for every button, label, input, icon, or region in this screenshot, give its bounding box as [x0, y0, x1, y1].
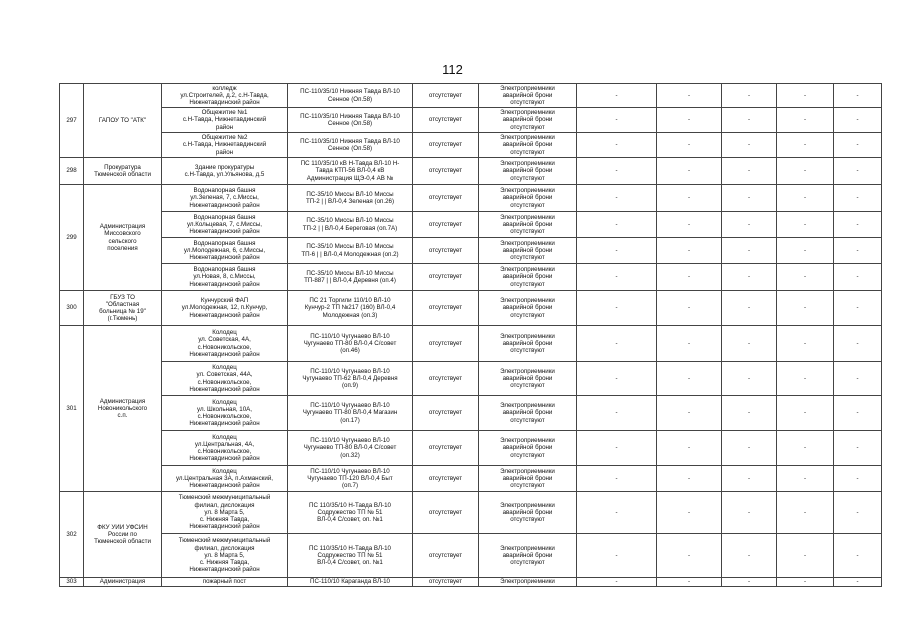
status-cell: отсутствует [413, 84, 479, 108]
organization-cell: Администрация [84, 578, 162, 587]
dash-cell: - [577, 158, 657, 185]
status-cell: отсутствует [413, 238, 479, 264]
dash-cell: - [577, 108, 657, 133]
dash-cell: - [657, 492, 722, 534]
dash-cell: - [577, 396, 657, 431]
document-table [59, 83, 882, 587]
dash-cell: - [777, 431, 834, 466]
object-cell: Кунчурский ФАП ул.Молодежная, 12, п.Кунчур, Нижнетавдинский район [162, 291, 288, 326]
dash-cell: - [777, 84, 834, 108]
page-number: 112 [442, 62, 463, 77]
dash-cell: - [834, 362, 882, 396]
status-cell: отсутствует [413, 158, 479, 185]
dash-cell: - [657, 108, 722, 133]
category-cell: Электроприемники аварийной брони отсутствуют [479, 492, 577, 534]
category-cell: Электроприемники аварийной брони отсутствуют [479, 185, 577, 212]
row-number-cell: 302 [60, 492, 84, 578]
dash-cell: - [722, 326, 777, 362]
object-cell: Общежитие №2 с.Н-Тавда, Нижнетавдинский район [162, 133, 288, 158]
feeder-cell: ПС-110/10 Чугунаево ВЛ-10 Чугунаево ТП-62 ВЛ-0,4 Деревня (оп.9) [288, 362, 413, 396]
dash-cell: - [577, 578, 657, 587]
feeder-cell: ПС-110/10 Чугунаево ВЛ-10 Чугунаево ТП-80 ВЛ-0,4 Магазин (оп.17) [288, 396, 413, 431]
dash-cell: - [657, 431, 722, 466]
feeder-cell: ПС 110/35/10 Н-Тавда ВЛ-10 Содружество ТП № 51 ВЛ-0,4 С/совет, оп. №1 [288, 534, 413, 578]
dash-cell: - [777, 396, 834, 431]
dash-cell: - [777, 362, 834, 396]
dash-cell: - [722, 158, 777, 185]
category-cell: Электроприемники аварийной брони отсутствуют [479, 466, 577, 492]
table-row [60, 326, 882, 362]
row-number-cell: 298 [60, 158, 84, 185]
table-row [60, 362, 882, 396]
dash-cell: - [834, 326, 882, 362]
feeder-cell: ПС-110/35/10 Нижняя Тавда ВЛ-10 Сенное (Оп.58) [288, 84, 413, 108]
organization-cell: Администрация Миссовского сельского поселения [84, 185, 162, 291]
dash-cell: - [834, 534, 882, 578]
dash-cell: - [657, 133, 722, 158]
dash-cell: - [834, 84, 882, 108]
status-cell: отсутствует [413, 108, 479, 133]
dash-cell: - [577, 291, 657, 326]
dash-cell: - [722, 133, 777, 158]
object-cell: Колодец ул.Центральная 3А, п.Ахманский, Нижнетавдинский район [162, 466, 288, 492]
category-cell: Электроприемники аварийной брони отсутствуют [479, 238, 577, 264]
dash-cell: - [657, 326, 722, 362]
dash-cell: - [577, 84, 657, 108]
dash-cell: - [722, 578, 777, 587]
dash-cell: - [722, 264, 777, 291]
dash-cell: - [657, 185, 722, 212]
table-row [60, 396, 882, 431]
dash-cell: - [657, 238, 722, 264]
dash-cell: - [577, 212, 657, 238]
dash-cell: - [722, 492, 777, 534]
dash-cell: - [834, 238, 882, 264]
dash-cell: - [722, 431, 777, 466]
dash-cell: - [657, 396, 722, 431]
organization-cell: ГБУЗ ТО "Областная больница № 19" (г.Тюмень) [84, 291, 162, 326]
dash-cell: - [657, 291, 722, 326]
object-cell: Здание прокуратуры с.Н-Тавда, ул.Ульянова, д.5 [162, 158, 288, 185]
dash-cell: - [577, 326, 657, 362]
dash-cell: - [577, 534, 657, 578]
dash-cell: - [834, 492, 882, 534]
status-cell: отсутствует [413, 291, 479, 326]
dash-cell: - [777, 466, 834, 492]
dash-cell: - [577, 133, 657, 158]
category-cell: Электроприемники аварийной брони отсутствуют [479, 264, 577, 291]
object-cell: Водонапорная башня ул.Зеленая, 7, с.Миссы, Нижнетавдинский район [162, 185, 288, 212]
status-cell: отсутствует [413, 212, 479, 238]
dash-cell: - [722, 534, 777, 578]
table-row [60, 578, 882, 587]
table-row [60, 108, 882, 133]
dash-cell: - [657, 534, 722, 578]
feeder-cell: ПС-110/35/10 Нижняя Тавда ВЛ-10 Сенное (Оп.58) [288, 108, 413, 133]
table-row [60, 466, 882, 492]
feeder-cell: ПС-35/10 Миссы ВЛ-10 Миссы ТП-2 | | ВЛ-0,4 Зеленая (оп.26) [288, 185, 413, 212]
category-cell: Электроприемники аварийной брони отсутствуют [479, 212, 577, 238]
dash-cell: - [657, 84, 722, 108]
table-row [60, 212, 882, 238]
category-cell: Электроприемники аварийной брони отсутствуют [479, 158, 577, 185]
dash-cell: - [722, 238, 777, 264]
dash-cell: - [834, 158, 882, 185]
dash-cell: - [577, 238, 657, 264]
dash-cell: - [577, 466, 657, 492]
category-cell: Электроприемники аварийной брони отсутствуют [479, 534, 577, 578]
feeder-cell: ПС-110/10 Чугунаево ВЛ-10 Чугунаево ТП-80 ВЛ-0,4 С/совет (оп.46) [288, 326, 413, 362]
object-cell: Общежитие №1 с.Н-Тавда, Нижнетавдинский район [162, 108, 288, 133]
row-number-cell: 297 [60, 84, 84, 158]
category-cell: Электроприемники [479, 578, 577, 587]
feeder-cell: ПС-110/10 Караганда ВЛ-10 [288, 578, 413, 587]
category-cell: Электроприемники аварийной брони отсутствуют [479, 362, 577, 396]
feeder-cell: ПС-35/10 Миссы ВЛ-10 Миссы ТП-2 | | ВЛ-0,4 Береговая (оп.7А) [288, 212, 413, 238]
status-cell: отсутствует [413, 492, 479, 534]
dash-cell: - [577, 431, 657, 466]
dash-cell: - [777, 291, 834, 326]
dash-cell: - [777, 578, 834, 587]
category-cell: Электроприемники аварийной брони отсутствуют [479, 396, 577, 431]
dash-cell: - [834, 291, 882, 326]
object-cell: Колодец ул. Школьная, 10А, с.Новоникольское, Нижнетавдинский район [162, 396, 288, 431]
status-cell: отсутствует [413, 578, 479, 587]
dash-cell: - [777, 108, 834, 133]
dash-cell: - [777, 133, 834, 158]
status-cell: отсутствует [413, 466, 479, 492]
dash-cell: - [834, 185, 882, 212]
dash-cell: - [657, 264, 722, 291]
status-cell: отсутствует [413, 534, 479, 578]
status-cell: отсутствует [413, 431, 479, 466]
feeder-cell: ПС 110/35/10 кВ Н-Тавда ВЛ-10 Н- Тавда КТП-56 ВЛ-0,4 кВ Администрация ЩЭ-0,4 АВ № [288, 158, 413, 185]
dash-cell: - [722, 396, 777, 431]
object-cell: Водонапорная башня ул.Молодежная, 6, с.Миссы, Нижнетавдинский район [162, 238, 288, 264]
dash-cell: - [777, 185, 834, 212]
row-number-cell: 300 [60, 291, 84, 326]
table-row [60, 158, 882, 185]
dash-cell: - [834, 108, 882, 133]
category-cell: Электроприемники аварийной брони отсутствуют [479, 431, 577, 466]
row-number-cell: 299 [60, 185, 84, 291]
feeder-cell: ПС 21 Торгили 110/10 ВЛ-10 Кунчур-2 ТП №217 (160) ВЛ-0,4 Молодежная (оп.3) [288, 291, 413, 326]
table-row [60, 492, 882, 534]
object-cell: Тюменский межмуниципальный филиал, дислокация ул. 8 Марта 5, с. Нижняя Тавда, Нижнетавдинский район [162, 534, 288, 578]
table-row [60, 185, 882, 212]
object-cell: Колодец ул.Центральная, 4А, с.Новоникольское, Нижнетавдинский район [162, 431, 288, 466]
dash-cell: - [834, 264, 882, 291]
dash-cell: - [577, 264, 657, 291]
row-number-cell: 301 [60, 326, 84, 492]
dash-cell: - [722, 291, 777, 326]
table-row [60, 238, 882, 264]
dash-cell: - [777, 492, 834, 534]
dash-cell: - [657, 362, 722, 396]
organization-cell: ФКУ УИИ УФСИН России по Тюменской области [84, 492, 162, 578]
dash-cell: - [777, 238, 834, 264]
dash-cell: - [777, 326, 834, 362]
feeder-cell: ПС-35/10 Миссы ВЛ-10 Миссы ТП-887 | | ВЛ-0,4 Деревня (оп.4) [288, 264, 413, 291]
dash-cell: - [777, 534, 834, 578]
dash-cell: - [577, 362, 657, 396]
category-cell: Электроприемники аварийной брони отсутствуют [479, 291, 577, 326]
object-cell: колледж ул.Строителей, д.2, с.Н-Тавда, Нижнетавдинский район [162, 84, 288, 108]
object-cell: Водонапорная башня ул.Новая, 8, с.Миссы, Нижнетавдинский район [162, 264, 288, 291]
dash-cell: - [777, 158, 834, 185]
status-cell: отсутствует [413, 133, 479, 158]
dash-cell: - [722, 362, 777, 396]
status-cell: отсутствует [413, 264, 479, 291]
status-cell: отсутствует [413, 396, 479, 431]
dash-cell: - [657, 466, 722, 492]
feeder-cell: ПС-110/10 Чугунаево ВЛ-10 Чугунаево ТП-80 ВЛ-0,4 С/совет (оп.32) [288, 431, 413, 466]
object-cell: пожарный пост [162, 578, 288, 587]
dash-cell: - [657, 212, 722, 238]
dash-cell: - [577, 185, 657, 212]
dash-cell: - [834, 212, 882, 238]
object-cell: Тюменский межмуниципальный филиал, дислокация ул. 8 Марта 5, с. Нижняя Тавда, Нижнетавдинский район [162, 492, 288, 534]
dash-cell: - [577, 492, 657, 534]
organization-cell: Администрация Новоникольского с.п. [84, 326, 162, 492]
table-row [60, 431, 882, 466]
category-cell: Электроприемники аварийной брони отсутствуют [479, 133, 577, 158]
dash-cell: - [834, 133, 882, 158]
dash-cell: - [722, 108, 777, 133]
status-cell: отсутствует [413, 326, 479, 362]
dash-cell: - [834, 396, 882, 431]
category-cell: Электроприемники аварийной брони отсутствуют [479, 84, 577, 108]
organization-cell: Прокуратура Тюменской области [84, 158, 162, 185]
category-cell: Электроприемники аварийной брони отсутствуют [479, 326, 577, 362]
table-row [60, 264, 882, 291]
dash-cell: - [657, 578, 722, 587]
dash-cell: - [834, 431, 882, 466]
table-row [60, 291, 882, 326]
feeder-cell: ПС 110/35/10 Н-Тавда ВЛ-10 Содружество ТП № 51 ВЛ-0,4 С/совет, оп. №1 [288, 492, 413, 534]
category-cell: Электроприемники аварийной брони отсутствуют [479, 108, 577, 133]
feeder-cell: ПС-35/10 Миссы ВЛ-10 Миссы ТП-6 | | ВЛ-0,4 Молодежная (оп.2) [288, 238, 413, 264]
table-row [60, 133, 882, 158]
object-cell: Колодец ул. Советская, 44А, с.Новоникольское, Нижнетавдинский район [162, 362, 288, 396]
table-row [60, 534, 882, 578]
feeder-cell: ПС-110/10 Чугунаево ВЛ-10 Чугунаево ТП-120 ВЛ-0,4 Быт (оп.7) [288, 466, 413, 492]
dash-cell: - [722, 466, 777, 492]
dash-cell: - [722, 84, 777, 108]
organization-cell: ГАПОУ ТО "АТК" [84, 84, 162, 158]
row-number-cell: 303 [60, 578, 84, 587]
table-row [60, 84, 882, 108]
dash-cell: - [722, 185, 777, 212]
status-cell: отсутствует [413, 185, 479, 212]
dash-cell: - [657, 158, 722, 185]
table-body [60, 84, 882, 587]
status-cell: отсутствует [413, 362, 479, 396]
dash-cell: - [722, 212, 777, 238]
dash-cell: - [834, 466, 882, 492]
object-cell: Колодец ул. Советская, 4А, с.Новоникольское, Нижнетавдинский район [162, 326, 288, 362]
dash-cell: - [777, 264, 834, 291]
dash-cell: - [777, 212, 834, 238]
dash-cell: - [834, 578, 882, 587]
feeder-cell: ПС-110/35/10 Нижняя Тавда ВЛ-10 Сенное (Оп.58) [288, 133, 413, 158]
object-cell: Водонапорная башня ул.Кольцевая, 7, с.Миссы, Нижнетавдинский район [162, 212, 288, 238]
